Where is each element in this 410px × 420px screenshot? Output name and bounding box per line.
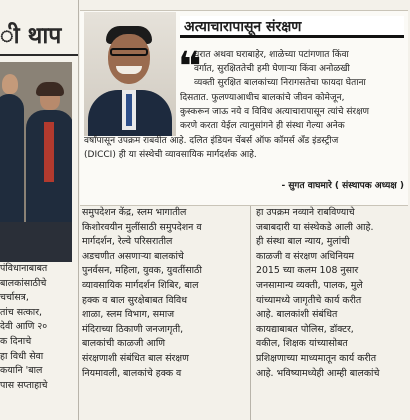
portrait-photo	[84, 12, 176, 136]
text-line: वर्गात, सुरक्षिततेची हमी घेणाऱ्या किंवा अनोळखी	[194, 64, 350, 75]
column-divider	[78, 0, 79, 420]
text-line: कुस्करून जाऊ नये व विविध अत्याचारापासून त्यांचे संरक्षण	[180, 106, 370, 117]
quote-icon: ❝	[178, 44, 202, 90]
text-line: तांच सत्कार,	[0, 306, 43, 318]
person-figure	[0, 94, 24, 224]
text-line: दिसतात. फुलण्याआधीच बालकांचे जीवन कोमेजून,	[180, 92, 345, 103]
right-column	[256, 206, 410, 381]
left-article-body	[0, 262, 76, 393]
text-line: जबाबदारी या संस्थेकडे आली आहे.	[256, 221, 374, 233]
text-line: जनसामान्य व्यक्ती, पालक, मुले	[256, 279, 363, 291]
text-line: बालकांसाठीचे	[0, 277, 47, 289]
text-line: ही संस्था बाल न्याय, मुलांची	[256, 236, 350, 248]
text-line: काळजी व संरक्षण अधिनियम	[256, 250, 354, 262]
text-line: करणे करता येईल त्यानुसांगने ही संस्था गेल्या अनेक	[180, 121, 345, 132]
text-line: हक्क व बाल सुरक्षेबाबत विविध	[82, 294, 187, 306]
text-line: व्यक्ती सुरक्षित बालकांच्या निरागसतेचा फायदा घेताना	[194, 78, 366, 89]
text-line: हा उपक्रम नव्याने राबविण्याचे	[256, 207, 355, 218]
headline-rule	[0, 54, 78, 56]
text-line: पंविधानाबाबत	[0, 263, 48, 274]
text-line: अडचणीत असणाऱ्या बालकांचे	[82, 250, 184, 262]
photo-shadow	[0, 222, 72, 262]
article-headline: अत्याचारापासून संरक्षण	[180, 16, 404, 38]
stole	[44, 122, 54, 182]
text-line: नियमावली, बालकांचे हक्क व	[82, 367, 182, 379]
text-line: वकील, शिक्षक यांच्यासोबत	[256, 338, 348, 350]
smile	[116, 66, 142, 74]
text-line: हा विधी सेवा	[0, 350, 44, 362]
text-line: कायद्याबाबत पोलिस, डॉक्टर,	[256, 323, 354, 335]
text-line: (DICCI) ही या संस्थेची व्यावसायिक मार्गदर्शक आहे.	[84, 150, 257, 161]
article-tail	[84, 134, 404, 162]
text-line: आहे. बालकांशी संबंधित	[256, 309, 338, 321]
middle-column	[82, 206, 248, 381]
text-line: व्यावसायिक मार्गदर्शन शिबिर, बाल	[82, 279, 199, 291]
text-line: कयानि 'बाल	[0, 365, 43, 377]
byline: - सुगत वाघमारे ( संस्थापक अध्यक्ष )	[281, 181, 404, 191]
text-line: पुनर्वसन, महिला, युवक, युवतींसाठी	[82, 265, 202, 277]
text-line: संरक्षणाशी संबंधित बाल संरक्षण	[82, 352, 189, 364]
left-article-headline: ी थाप	[0, 23, 62, 49]
text-line: मार्गदर्शन, रेल्वे परिसरातील	[82, 236, 173, 248]
text-line: क दिनाचे	[0, 335, 32, 347]
tie	[126, 94, 132, 126]
text-line: पास सप्ताहाचे	[0, 379, 48, 391]
text-line: घरात अथवा घराबाहेर, शाळेच्या पटांगणात किंवा	[194, 50, 349, 60]
text-line: मंदिराच्या ठिकाणी जनजागृती,	[82, 323, 184, 335]
column-divider	[250, 206, 251, 420]
text-line: किशोरवयीन मुलींसाठी समुपदेशन व	[82, 221, 202, 233]
text-line: 2015 च्या कलम 108 नुसार	[256, 265, 359, 277]
hair	[36, 82, 64, 96]
text-line: देवी आणि २०	[0, 321, 48, 333]
text-line: प्रशिक्षणाच्या माध्यमातून कार्य करीत	[256, 352, 377, 364]
text-line: आहे. भविष्यामध्येही आम्ही बालकांचे	[256, 367, 380, 379]
article-body	[178, 44, 404, 133]
text-line: यांच्यामध्ये जागृतीचे कार्य करीत	[256, 294, 362, 306]
text-line: शाळा, स्लम विभाग, समाज	[82, 309, 175, 321]
text-line: समुपदेशन केंद्र, स्लम भागातील	[82, 207, 187, 218]
group-photo	[0, 62, 72, 262]
person-figure	[2, 74, 18, 94]
glasses	[110, 48, 148, 56]
left-article	[0, 0, 78, 420]
face	[108, 34, 150, 84]
text-line: वर्षांपासून उपक्रम राबवीत आहे. दलित इंडियन चेंबर्स ऑफ कॉमर्स अँड इंडस्ट्रीज	[84, 136, 339, 146]
text-line: बालकांची काळजी आणि	[82, 338, 166, 350]
text-line: चर्चासत्र,	[0, 292, 29, 304]
